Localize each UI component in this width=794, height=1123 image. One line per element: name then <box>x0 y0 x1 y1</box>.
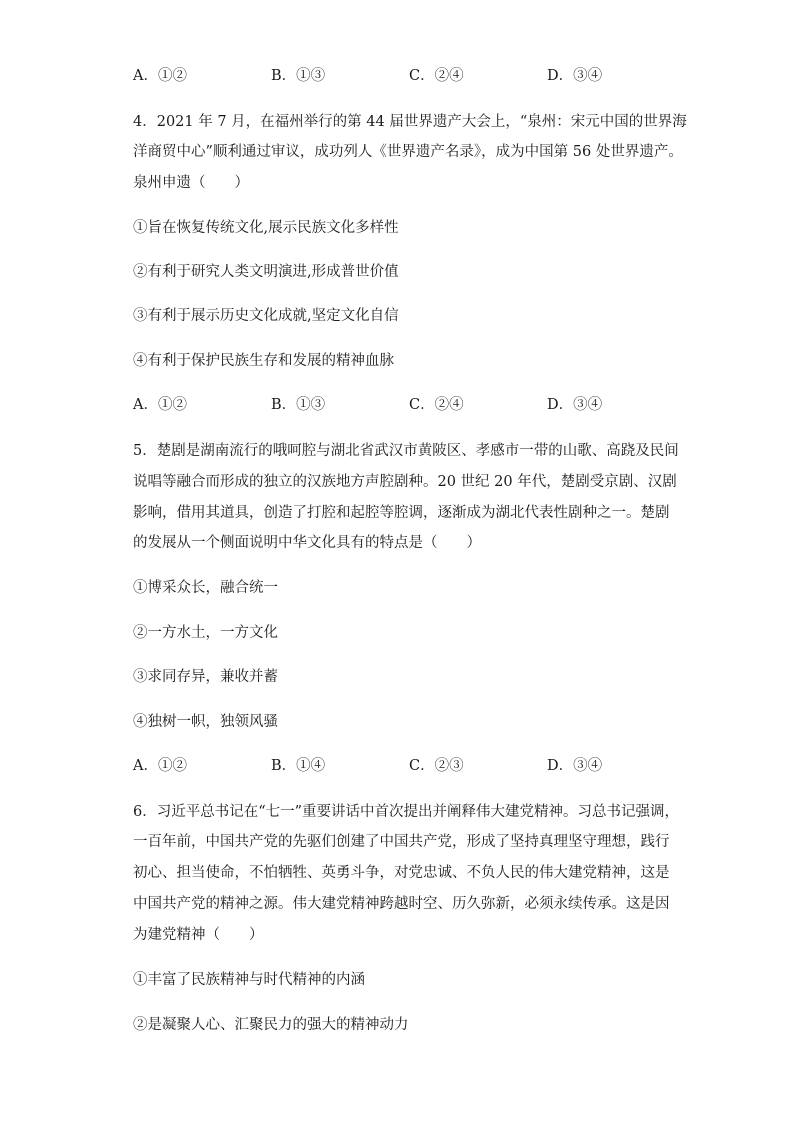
q4-stem-line-2: 洋商贸中心”顺利通过审议，成功列人《世界遗产名录》，成为中国第 56 处世界遗产。 <box>133 144 683 160</box>
q5-stem-line-4: 的发展从一个侧面说明中华文化具有的特点是（ ） <box>133 535 481 551</box>
q5-option-c: C．②③ <box>409 758 464 774</box>
q5-statement-1: ①博采众长，融合统一 <box>133 580 278 596</box>
q5-stem-line-1: 5．楚剧是湖南流行的哦呵腔与湖北省武汉市黄陂区、孝感市一带的山歌、高跷及民间 <box>133 443 679 459</box>
q3-option-c: C．②④ <box>409 68 464 84</box>
q4-stem-line-3: 泉州申遗（ ） <box>133 175 249 191</box>
q6-stem-line-3: 初心、担当使命，不怕牺牲、英勇斗争，对党忠诚、不负人民的伟大建党精神，这是 <box>133 865 670 881</box>
q4-option-c: C．②④ <box>409 397 464 413</box>
q6-stem-line-4: 中国共产党的精神之源。伟大建党精神跨越时空、历久弥新，必须永续传承。这是因 <box>133 896 670 912</box>
q4-statement-3: ③有利于展示历史文化成就,坚定文化自信 <box>133 308 399 324</box>
q4-statement-1: ①旨在恢复传统文化,展示民族文化多样性 <box>133 220 399 236</box>
q6-statement-1: ①丰富了民族精神与时代精神的内涵 <box>133 972 365 988</box>
q6-statement-2: ②是凝聚人心、汇聚民力的强大的精神动力 <box>133 1017 409 1033</box>
q6-stem-line-2: 一百年前，中国共产党的先驱们创建了中国共产党，形成了坚持真理坚守理想，践行 <box>133 834 670 850</box>
q5-stem-line-3: 影响，借用其道具，创造了打腔和起腔等腔调，逐渐成为湖北代表性剧种之一。楚剧 <box>133 505 670 521</box>
q5-statement-4: ④独树一帜，独领风骚 <box>133 714 278 730</box>
q5-option-a: A．①② <box>133 758 187 774</box>
q3-option-d: D．③④ <box>547 68 603 84</box>
q4-options <box>133 395 693 415</box>
q3-options <box>133 66 693 86</box>
q4-statement-4: ④有利于保护民族生存和发展的精神血脉 <box>133 353 394 369</box>
q5-statement-2: ②一方水土，一方文化 <box>133 625 278 641</box>
q5-option-d: D．③④ <box>547 758 603 774</box>
q5-option-b: B．①④ <box>271 758 326 774</box>
q6-stem-line-5: 为建党精神（ ） <box>133 927 264 943</box>
q4-stem-line-1: 4．2021 年 7 月，在福州举行的第 44 届世界遗产大会上，“泉州：宋元中国的世界海 <box>133 114 687 130</box>
q5-statement-3: ③求同存异，兼收并蓄 <box>133 669 278 685</box>
q4-statement-2: ②有利于研究人类文明演进,形成普世价值 <box>133 264 399 280</box>
q4-option-a: A．①② <box>133 397 187 413</box>
q4-option-d: D．③④ <box>547 397 603 413</box>
q3-option-a: A．①② <box>133 68 187 84</box>
q6-stem-line-1: 6．习近平总书记在“七一”重要讲话中首次提出并阐释伟大建党精神。习总书记强调， <box>133 804 680 820</box>
q3-option-b: B．①③ <box>271 68 326 84</box>
q5-options <box>133 756 693 776</box>
q5-stem-line-2: 说唱等融合而形成的独立的汉族地方声腔剧种。20 世纪 20 年代，楚剧受京剧、汉剧 <box>133 474 677 490</box>
q4-option-b: B．①③ <box>271 397 326 413</box>
